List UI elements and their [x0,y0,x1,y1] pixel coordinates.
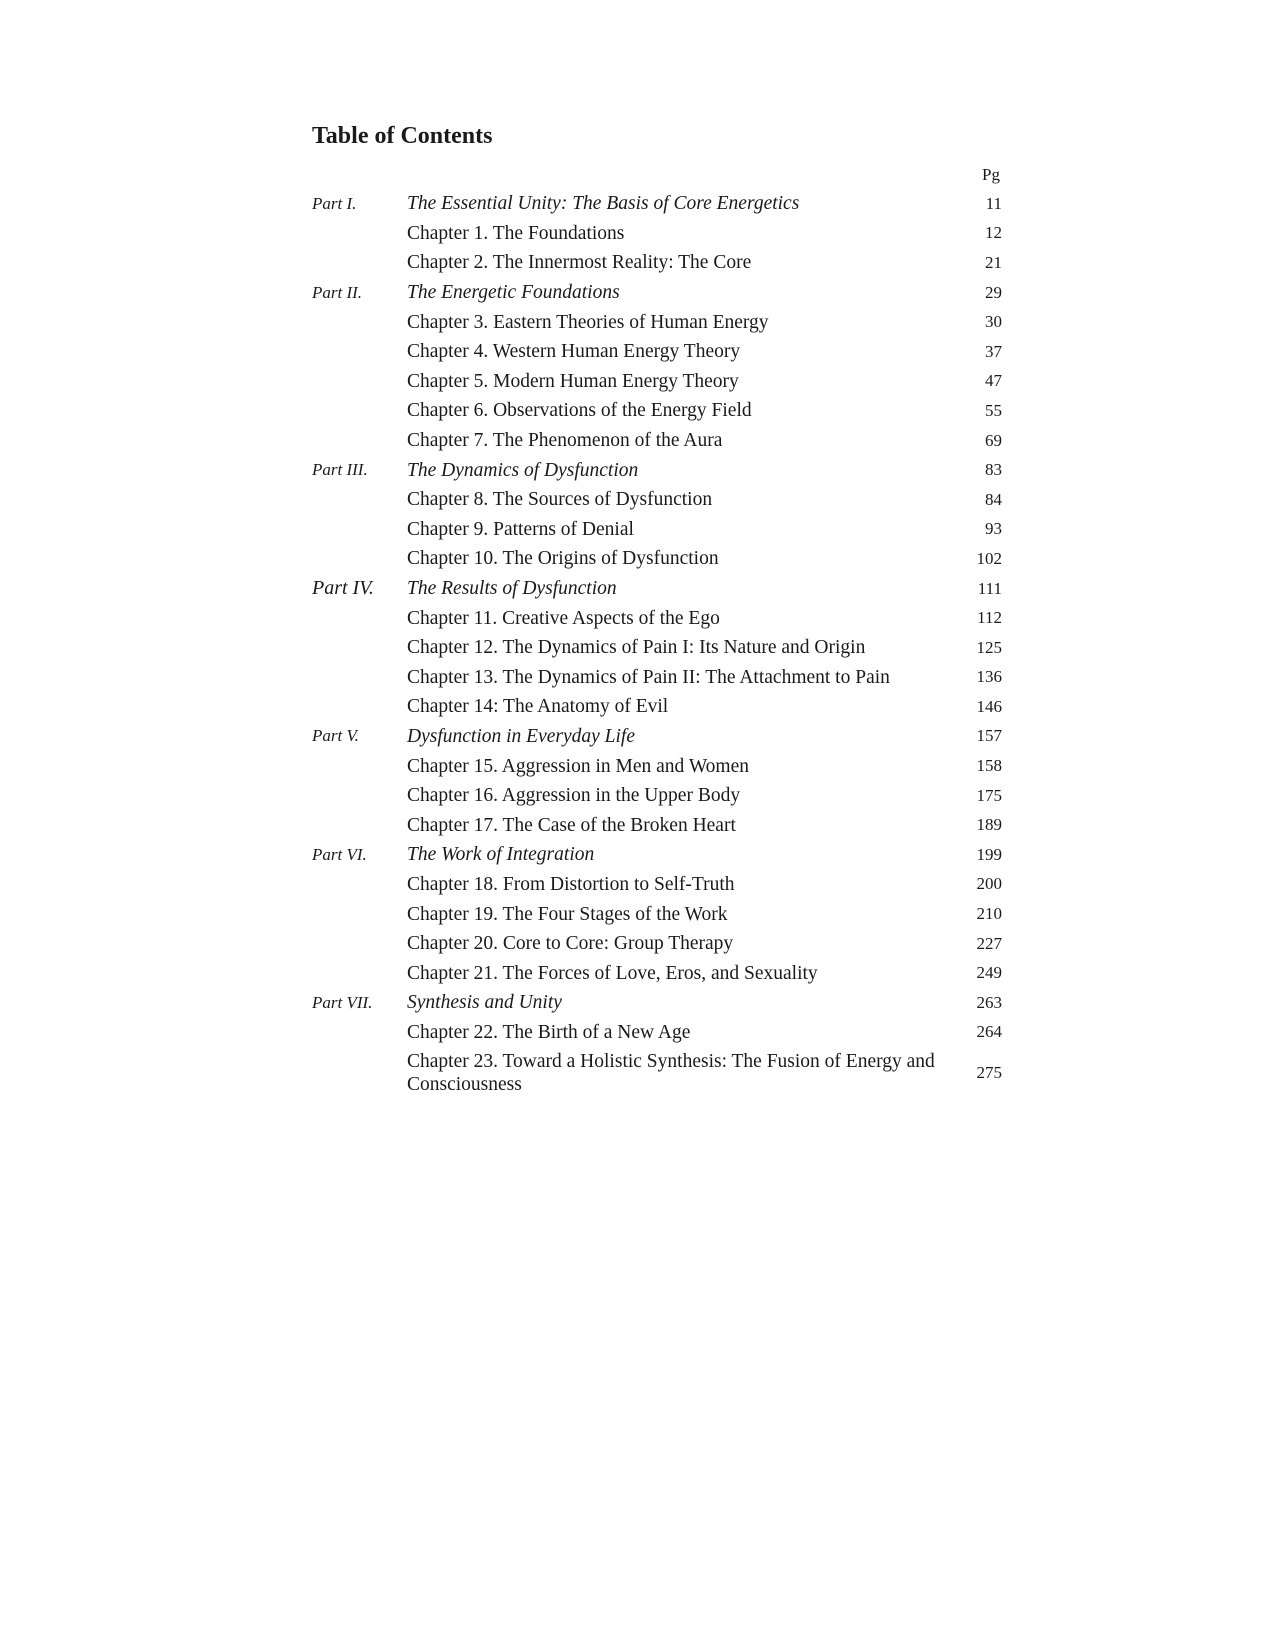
part-label: Part III. [312,460,368,480]
page-number: 102 [976,548,1002,568]
chapter-title: Chapter 11. Creative Aspects of the Ego [407,607,720,629]
part-label: Part I. [312,193,357,213]
page-number: 199 [976,844,1002,864]
page-number: 249 [976,963,1002,983]
chapter-title: Chapter 9. Patterns of Denial [407,518,634,540]
chapter-title: Chapter 18. From Distortion to Self-Truth [407,873,735,895]
toc-chapter-row [312,337,1002,367]
toc-chapter-row [312,692,1002,722]
toc-chapter-row [312,544,1002,574]
page-column-header: Pg [982,165,1000,184]
page-number: 136 [976,667,1002,687]
page-number: 264 [976,1022,1002,1042]
page-number: 263 [976,992,1002,1012]
page-number: 84 [985,489,1002,509]
page-number: 69 [985,430,1002,450]
part-title: The Dynamics of Dysfunction [407,459,639,481]
page-number: 111 [977,578,1002,598]
chapter-title: Chapter 6. Observations of the Energy Field [407,400,752,422]
part-label: Part V. [312,726,359,746]
toc-chapter-row [312,751,1002,781]
toc-chapter-row [312,426,1002,456]
toc-chapter-row [312,810,1002,840]
chapter-title: Chapter 3. Eastern Theories of Human Energy [407,311,769,333]
toc-chapter-row [312,248,1002,278]
page-number: 175 [976,785,1002,805]
toc-chapter-row [312,870,1002,900]
page-number: 21 [985,252,1002,272]
toc-chapter-row [312,603,1002,633]
toc-list [312,189,1002,1099]
page-number: 29 [985,282,1002,302]
chapter-title: Chapter 7. The Phenomenon of the Aura [407,430,723,452]
toc-chapter-row [312,515,1002,545]
chapter-title: Chapter 19. The Four Stages of the Work [407,903,728,925]
chapter-title: Chapter 10. The Origins of Dysfunction [407,548,719,570]
chapter-title: Chapter 13. The Dynamics of Pain II: The Attachment to Pain [407,666,890,688]
chapter-title: Chapter 2. The Innermost Reality: The Core [407,252,752,274]
page-number: 12 [985,223,1002,243]
toc-chapter-row [312,663,1002,693]
page-number: 125 [976,637,1002,657]
page-title: Table of Contents [312,123,493,149]
page-number: 146 [976,696,1002,716]
chapter-title: Chapter 4. Western Human Energy Theory [407,341,741,363]
chapter-title: Chapter 8. The Sources of Dysfunction [407,489,713,511]
page-number: 227 [976,933,1002,953]
toc-chapter-row [312,1018,1002,1048]
page-number: 158 [976,756,1002,776]
toc-chapter-row [312,781,1002,811]
page-number: 55 [985,400,1002,420]
toc-part-row [312,189,1002,219]
chapter-title: Chapter 15. Aggression in Men and Women [407,755,749,777]
chapter-title: Chapter 22. The Birth of a New Age [407,1021,691,1043]
part-title: The Energetic Foundations [407,282,620,304]
toc-chapter-row [312,307,1002,337]
toc-chapter-row [312,958,1002,988]
chapter-title: Chapter 17. The Case of the Broken Heart [407,814,736,836]
toc-part-row [312,574,1002,604]
part-title: The Essential Unity: The Basis of Core Energetics [407,193,800,215]
toc-chapter-row [312,367,1002,397]
toc-chapter-row [312,219,1002,249]
page-number: 189 [976,815,1002,835]
part-title: Synthesis and Unity [407,992,562,1014]
toc-part-row [312,722,1002,752]
page-number: 210 [976,904,1002,924]
toc-chapter-row [312,1047,1002,1099]
part-label: Part II. [312,282,363,302]
page-number: 83 [985,460,1002,480]
chapter-title: Chapter 12. The Dynamics of Pain I: Its Nature and Origin [407,637,866,659]
part-label: Part IV. [312,577,374,600]
page-number: 47 [985,371,1002,391]
chapter-title: Chapter 14: The Anatomy of Evil [407,696,669,718]
page-number: 157 [976,726,1002,746]
toc-chapter-row [312,899,1002,929]
part-title: The Results of Dysfunction [407,578,617,600]
chapter-title: Chapter 23. Toward a Holistic Synthesis: The Fusion of Energy and Consciousness [407,1051,935,1096]
chapter-title: Chapter 16. Aggression in the Upper Body [407,785,741,807]
chapter-title: Chapter 1. The Foundations [407,222,625,244]
page-number: 11 [985,193,1002,213]
toc-chapter-row [312,633,1002,663]
page-number: 30 [985,312,1002,332]
chapter-title: Chapter 20. Core to Core: Group Therapy [407,933,734,955]
part-title: The Work of Integration [407,844,595,866]
toc-chapter-row [312,929,1002,959]
page-number: 37 [985,341,1002,361]
page-number: 93 [985,519,1002,539]
chapter-title: Chapter 5. Modern Human Energy Theory [407,370,739,392]
page-number: 112 [977,608,1002,628]
page-number: 275 [976,1063,1002,1083]
part-label: Part VII. [312,992,373,1012]
toc-chapter-row [312,396,1002,426]
part-label: Part VI. [312,844,367,864]
toc-chapter-row [312,485,1002,515]
page-number: 200 [976,874,1002,894]
part-title: Dysfunction in Everyday Life [407,725,635,747]
toc-part-row [312,988,1002,1018]
toc-part-row [312,455,1002,485]
toc-part-row [312,840,1002,870]
chapter-title: Chapter 21. The Forces of Love, Eros, and Sexuality [407,962,818,984]
toc-part-row [312,278,1002,308]
